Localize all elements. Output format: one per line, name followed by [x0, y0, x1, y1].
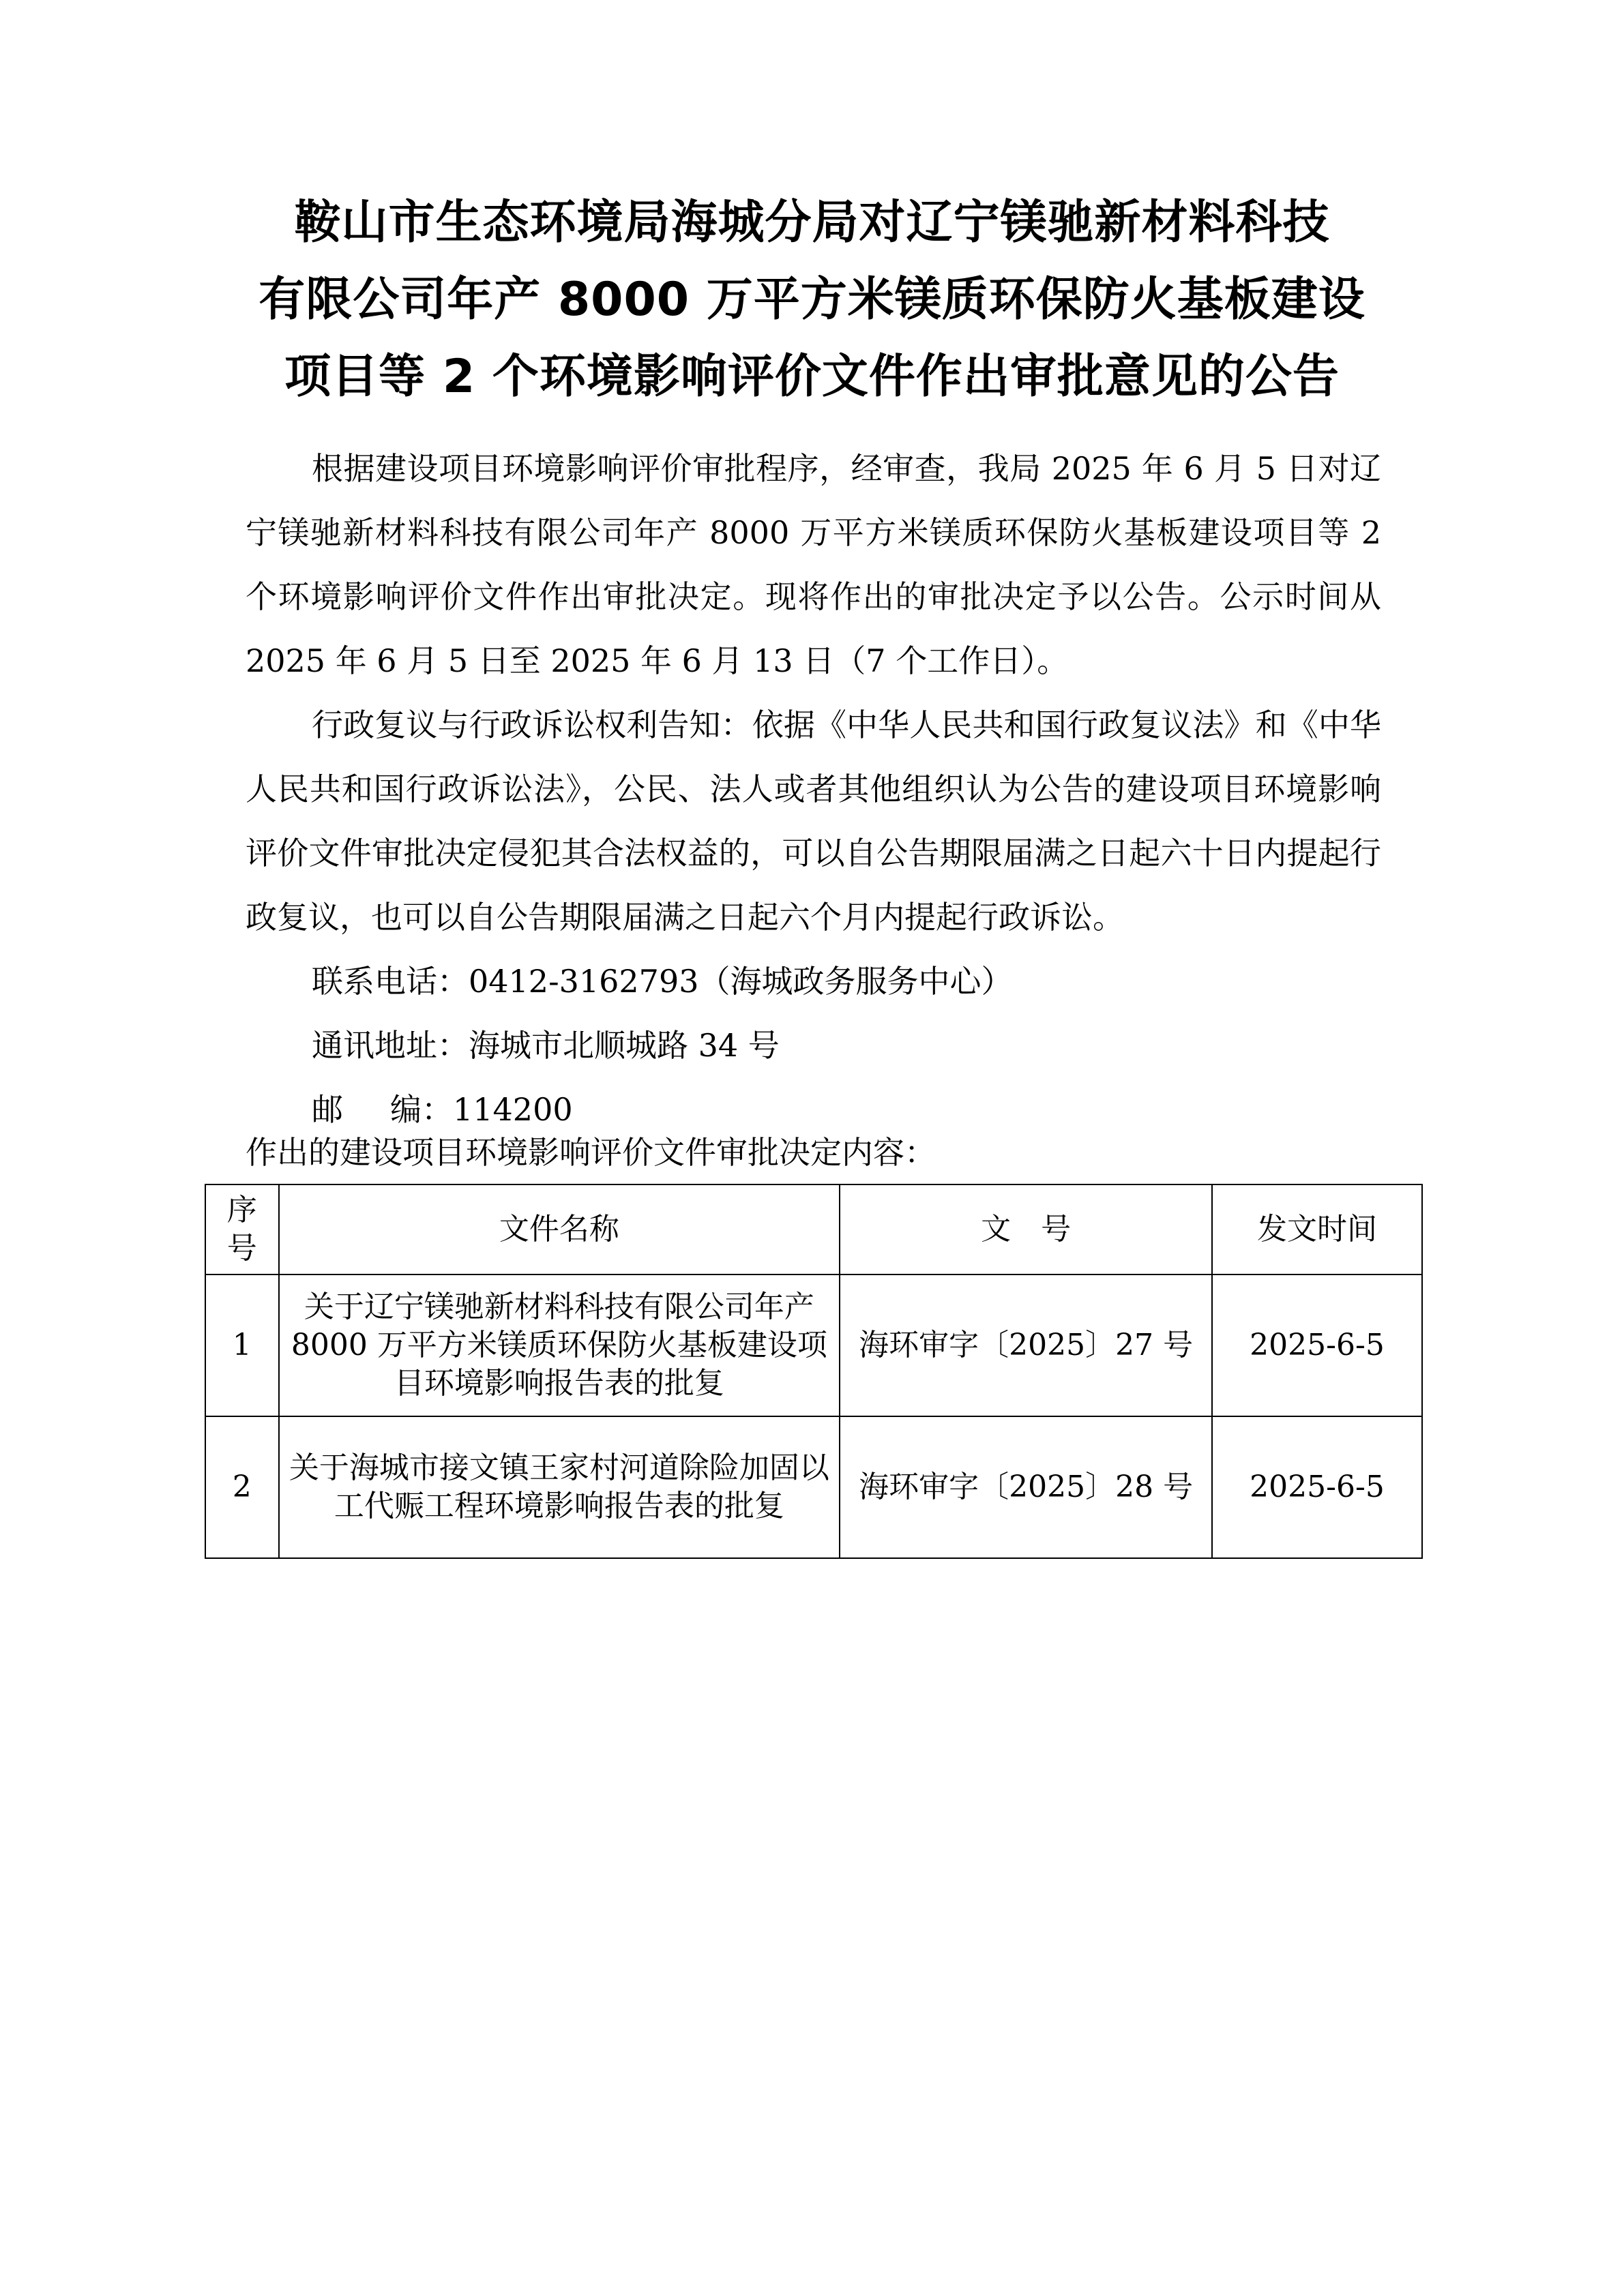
phone-value: 0412-3162793（海城政务服务中心）: [469, 963, 1013, 1000]
header-index: [205, 1184, 279, 1274]
table-intro: 作出的建设项目环境影响评价文件审批决定内容：: [246, 1134, 936, 1171]
row-document-number: 海环审字〔2025〕27 号: [840, 1274, 1212, 1416]
table-row: [205, 1416, 1422, 1558]
header-issue-date: 发文时间: [1212, 1184, 1422, 1274]
row-index: 1: [205, 1274, 279, 1416]
approval-paragraph: 根据建设项目环境影响评价审批程序，经审查，我局 2025 年 6 月 5 日对辽宁镁驰新材料科技有限公司年产 8000 万平方米镁质环保防火基板建设项目等 2 个环境影响评价文件作出审批决定。现将作出的审批决定予以公告。公示时间从 2025 年 6 月 5 日至 2025 年 6 月 13 日（7 个工作日）。: [246, 450, 1381, 679]
table-header-row: [205, 1184, 1422, 1274]
address-label: 通讯地址：: [312, 1027, 469, 1064]
header-document-number: 文 号: [840, 1184, 1212, 1274]
address-value: 海城市北顺城路 34 号: [469, 1027, 780, 1064]
header-index-line-1: 序: [226, 1193, 257, 1227]
approval-decisions-table: [205, 1184, 1423, 1559]
table-row: [205, 1274, 1422, 1416]
postcode-label-part-1: 邮: [312, 1091, 343, 1128]
announcement-body: [246, 436, 1381, 1142]
contact-phone-line: [246, 949, 1381, 1013]
rights-notice-paragraph: 行政复议与行政诉讼权利告知：依据《中华人民共和国行政复议法》和《中华人民共和国行政诉讼法》，公民、法人或者其他组织认为公告的建设项目环境影响评价文件审批决定侵犯其合法权益的，可以自公告期限届满之日起六十日内提起行政复议，也可以自公告期限届满之日起六个月内提起行政诉讼。: [246, 706, 1381, 936]
row-index: 2: [205, 1416, 279, 1558]
row-issue-date: 2025-6-5: [1212, 1416, 1422, 1558]
title-line-1: 鞍山市生态环境局海城分局对辽宁镁驰新材料科技: [294, 196, 1330, 250]
header-document-name: 文件名称: [279, 1184, 840, 1274]
postcode-value: 114200: [453, 1091, 573, 1128]
row-issue-date: 2025-6-5: [1212, 1274, 1422, 1416]
contact-address-line: [246, 1013, 1381, 1077]
announcement-title: [205, 184, 1419, 415]
title-line-2: 有限公司年产 8000 万平方米镁质环保防火基板建设: [259, 273, 1365, 327]
row-document-number: 海环审字〔2025〕28 号: [840, 1416, 1212, 1558]
phone-label: 联系电话：: [312, 963, 469, 1000]
title-line-3: 项目等 2 个环境影响评价文件作出审批意见的公告: [284, 350, 1340, 404]
postcode-label-part-2: 编：: [390, 1091, 453, 1128]
header-index-line-2: 号: [226, 1231, 257, 1266]
row-document-name: 关于海城市接文镇王家村河道除险加固以工代赈工程环境影响报告表的批复: [279, 1416, 840, 1558]
row-document-name: 关于辽宁镁驰新材料科技有限公司年产 8000 万平方米镁质环保防火基板建设项目环境影响报告表的批复: [279, 1274, 840, 1416]
